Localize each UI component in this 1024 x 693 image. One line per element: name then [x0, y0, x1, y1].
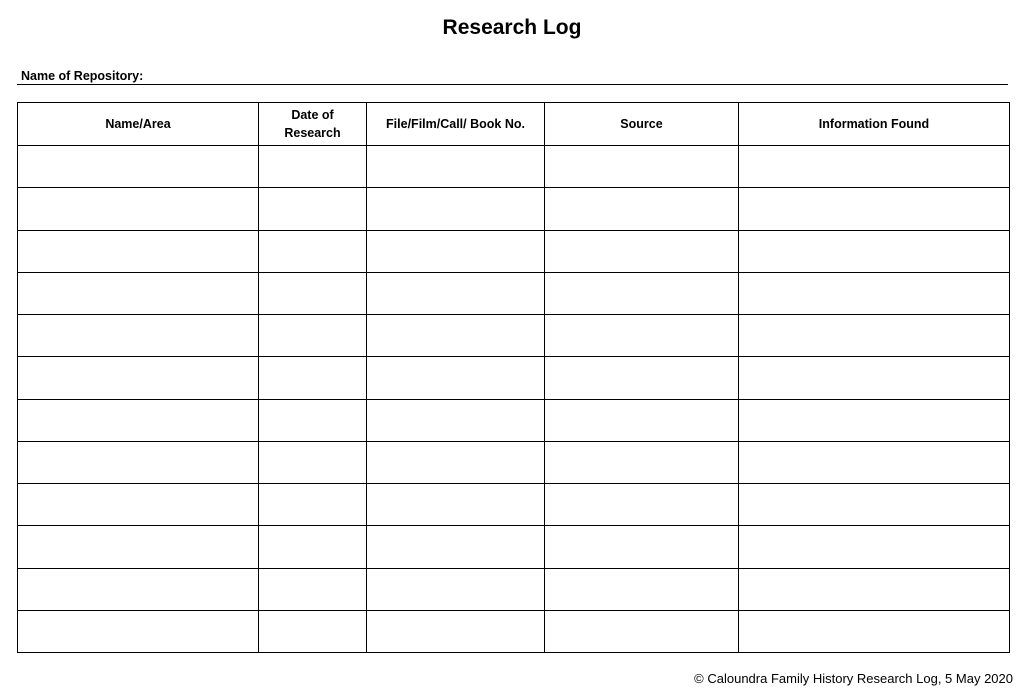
- table-cell[interactable]: [739, 526, 1010, 568]
- header-date-of-research-label: Date of Research: [284, 108, 341, 140]
- table-cell[interactable]: [545, 441, 739, 483]
- table-cell[interactable]: [739, 188, 1010, 230]
- table-cell[interactable]: [18, 441, 259, 483]
- table-row: [18, 526, 1010, 568]
- table-cell[interactable]: [739, 484, 1010, 526]
- table-cell[interactable]: [18, 484, 259, 526]
- table-cell[interactable]: [545, 399, 739, 441]
- table-row: [18, 399, 1010, 441]
- table-row: [18, 315, 1010, 357]
- table-cell[interactable]: [259, 399, 367, 441]
- table-cell[interactable]: [545, 610, 739, 652]
- table-cell[interactable]: [739, 568, 1010, 610]
- table-cell[interactable]: [259, 610, 367, 652]
- table-cell[interactable]: [739, 146, 1010, 188]
- table-cell[interactable]: [18, 526, 259, 568]
- table-cell[interactable]: [739, 315, 1010, 357]
- table-cell[interactable]: [18, 315, 259, 357]
- table-cell[interactable]: [367, 399, 545, 441]
- table-row: [18, 610, 1010, 652]
- header-date-of-research: [259, 103, 367, 146]
- table-cell[interactable]: [259, 484, 367, 526]
- table-cell[interactable]: [739, 441, 1010, 483]
- table-cell[interactable]: [18, 357, 259, 399]
- table-cell[interactable]: [367, 315, 545, 357]
- table-cell[interactable]: [18, 230, 259, 272]
- table-cell[interactable]: [18, 568, 259, 610]
- table-cell[interactable]: [367, 526, 545, 568]
- header-name-area: Name/Area: [18, 103, 259, 146]
- repository-entry-line[interactable]: [17, 84, 1008, 85]
- research-log-table: [17, 102, 1010, 653]
- table-cell[interactable]: [545, 272, 739, 314]
- table-row: [18, 357, 1010, 399]
- table-cell[interactable]: [367, 230, 545, 272]
- table-cell[interactable]: [739, 230, 1010, 272]
- table-body: [18, 146, 1010, 653]
- table-cell[interactable]: [259, 146, 367, 188]
- table-cell[interactable]: [259, 526, 367, 568]
- table-cell[interactable]: [367, 610, 545, 652]
- document-title: Research Log: [442, 16, 582, 39]
- table-cell[interactable]: [545, 230, 739, 272]
- table-cell[interactable]: [545, 188, 739, 230]
- table-cell[interactable]: [367, 272, 545, 314]
- table-row: [18, 146, 1010, 188]
- table-row: [18, 188, 1010, 230]
- table-cell[interactable]: [18, 188, 259, 230]
- table-cell[interactable]: [18, 399, 259, 441]
- table-cell[interactable]: [739, 399, 1010, 441]
- table-row: [18, 484, 1010, 526]
- table-cell[interactable]: [739, 272, 1010, 314]
- table-cell[interactable]: [367, 357, 545, 399]
- table-cell[interactable]: [367, 441, 545, 483]
- table-row: [18, 441, 1010, 483]
- table-cell[interactable]: [367, 188, 545, 230]
- table-cell[interactable]: [545, 526, 739, 568]
- table-cell[interactable]: [545, 484, 739, 526]
- table-cell[interactable]: [259, 272, 367, 314]
- table-cell[interactable]: [367, 484, 545, 526]
- header-source: Source: [545, 103, 739, 146]
- header-information-found: Information Found: [739, 103, 1010, 146]
- table-row: [18, 272, 1010, 314]
- table-cell[interactable]: [259, 315, 367, 357]
- table-cell[interactable]: [259, 568, 367, 610]
- table-cell[interactable]: [259, 230, 367, 272]
- table-cell[interactable]: [739, 610, 1010, 652]
- table-cell[interactable]: [367, 146, 545, 188]
- table-cell[interactable]: [545, 315, 739, 357]
- table-cell[interactable]: [259, 441, 367, 483]
- table-cell[interactable]: [739, 357, 1010, 399]
- table-cell[interactable]: [367, 568, 545, 610]
- table-cell[interactable]: [18, 146, 259, 188]
- copyright-footer: © Caloundra Family History Research Log, 5 May 2020: [694, 671, 1013, 686]
- table-cell[interactable]: [18, 272, 259, 314]
- repository-label: Name of Repository:: [21, 69, 144, 83]
- table-cell[interactable]: [259, 357, 367, 399]
- table-cell[interactable]: [545, 146, 739, 188]
- header-file-film-call-book-no: File/Film/Call/ Book No.: [367, 103, 545, 146]
- table-row: [18, 230, 1010, 272]
- table-cell[interactable]: [259, 188, 367, 230]
- table-cell[interactable]: [545, 568, 739, 610]
- table-cell[interactable]: [18, 610, 259, 652]
- table-row: [18, 568, 1010, 610]
- table-cell[interactable]: [545, 357, 739, 399]
- table-header-row: [18, 103, 1010, 146]
